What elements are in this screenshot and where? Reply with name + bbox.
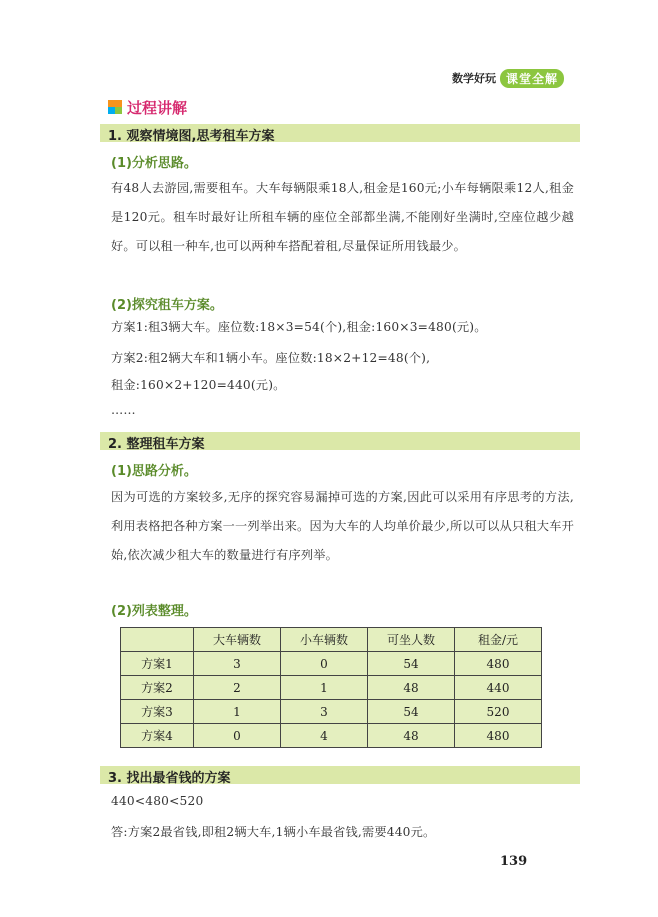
comparison-line: 440<480<520 bbox=[111, 794, 204, 808]
table-header-row bbox=[121, 628, 542, 652]
plan-1-line: 方案1:租3辆大车。座位数:18×3=54(个),租金:160×3=480(元)。 bbox=[111, 320, 487, 334]
plan-2-line-a: 方案2:租2辆大车和1辆小车。座位数:18×2+12=48(个), bbox=[111, 351, 431, 365]
table-cell: 0 bbox=[281, 652, 368, 676]
table-row bbox=[121, 724, 542, 748]
heading-2: 2. 整理租车方案 bbox=[108, 437, 205, 452]
table-cell: 480 bbox=[455, 652, 542, 676]
section-title bbox=[108, 96, 187, 118]
table-cell: 4 bbox=[281, 724, 368, 748]
table-cell: 440 bbox=[455, 676, 542, 700]
table-cell: 48 bbox=[368, 676, 455, 700]
page-header bbox=[452, 68, 602, 88]
page-number: 139 bbox=[500, 854, 528, 869]
table-cell: 方案2 bbox=[121, 676, 194, 700]
table-cell: 3 bbox=[281, 700, 368, 724]
paragraph-2-1: 因为可选的方案较多,无序的探究容易漏掉可选的方案,因此可以采用有序思考的方法,利用表格把各种方案一一列举出来。因为大车的人均单价最少,所以可以从只租大车开始,依次减少租大车的数量进行有序列举。 bbox=[111, 490, 574, 562]
table-header-cell: 小车辆数 bbox=[281, 628, 368, 652]
heading-bar-1 bbox=[100, 124, 580, 142]
ellipsis: …… bbox=[111, 403, 136, 417]
subheading-1-2: (2)探究租车方案。 bbox=[111, 298, 223, 313]
table-cell: 3 bbox=[194, 652, 281, 676]
heading-bar-3 bbox=[100, 766, 580, 784]
subheading-2-1: (1)思路分析。 bbox=[111, 464, 197, 479]
table-row bbox=[121, 652, 542, 676]
table-header-cell bbox=[121, 628, 194, 652]
answer-line: 答:方案2最省钱,即租2辆大车,1辆小车最省钱,需要440元。 bbox=[111, 825, 436, 839]
subheading-1-1: (1)分析思路。 bbox=[111, 156, 197, 171]
table-header-cell: 可坐人数 bbox=[368, 628, 455, 652]
header-badge: 课堂全解 bbox=[500, 69, 564, 88]
table-cell: 54 bbox=[368, 652, 455, 676]
table-cell: 方案3 bbox=[121, 700, 194, 724]
heading-1: 1. 观察情境图,思考租车方案 bbox=[108, 129, 275, 144]
table-cell: 方案1 bbox=[121, 652, 194, 676]
table-cell: 方案4 bbox=[121, 724, 194, 748]
heading-bar-2 bbox=[100, 432, 580, 450]
table-row bbox=[121, 700, 542, 724]
header-brand: 数学好玩 bbox=[452, 72, 496, 85]
table-cell: 0 bbox=[194, 724, 281, 748]
table-cell: 520 bbox=[455, 700, 542, 724]
table-cell: 1 bbox=[194, 700, 281, 724]
table-header-cell: 大车辆数 bbox=[194, 628, 281, 652]
table-cell: 480 bbox=[455, 724, 542, 748]
table-cell: 54 bbox=[368, 700, 455, 724]
cube-icon bbox=[108, 100, 122, 114]
section-title-text: 过程讲解 bbox=[127, 98, 188, 117]
table-cell: 2 bbox=[194, 676, 281, 700]
plan-table bbox=[120, 627, 542, 748]
table-header-cell: 租金/元 bbox=[455, 628, 542, 652]
plan-2-line-b: 租金:160×2+120=440(元)。 bbox=[111, 378, 286, 392]
heading-3: 3. 找出最省钱的方案 bbox=[108, 771, 231, 786]
table-cell: 1 bbox=[281, 676, 368, 700]
subheading-2-2: (2)列表整理。 bbox=[111, 604, 197, 619]
paragraph-1-1: 有48人去游园,需要租车。大车每辆限乘18人,租金是160元;小车每辆限乘12人,租金是120元。租车时最好让所租车辆的座位全部都坐满,不能刚好坐满时,空座位越少越好。可以租一种车,也可以两种车搭配着租,尽量保证所用钱最少。 bbox=[111, 181, 574, 253]
table-row bbox=[121, 676, 542, 700]
table-cell: 48 bbox=[368, 724, 455, 748]
